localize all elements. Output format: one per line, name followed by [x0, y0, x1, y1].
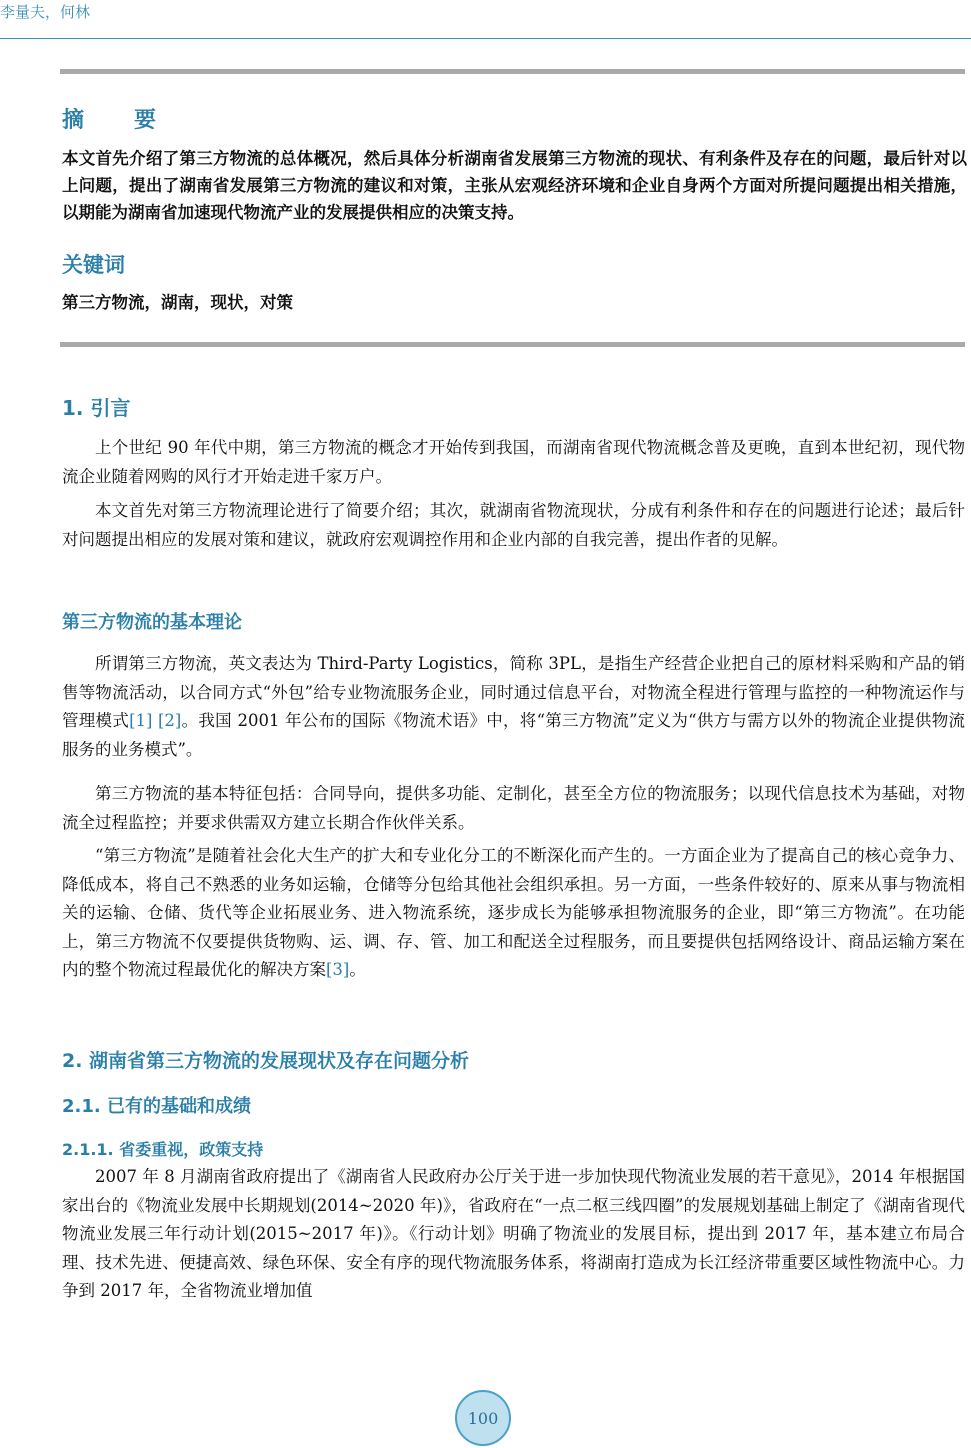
theory-paragraph-3-text-b: 。: [349, 960, 366, 979]
keywords-heading: 关键词: [62, 253, 125, 277]
theory-paragraph-3: [62, 842, 965, 985]
abstract-bottom-rule: [60, 342, 965, 347]
theory-paragraph-1-text-b: 。我国 2001 年公布的国际《物流术语》中，将“第三方物流”定义为“供方与需方以外的物流企业提供物流服务的业务模式”。: [62, 711, 965, 759]
abstract-body: 本文首先介绍了第三方物流的总体概况，然后具体分析湖南省发展第三方物流的现状、有利条件及存在的问题，最后针对以上问题，提出了湖南省发展第三方物流的建议和对策，主张从宏观经济环境和企业自身两个方面对所提问题提出相关措施，以期能为湖南省加速现代物流产业的发展提供相应的决策支持。: [62, 149, 967, 222]
abstract-heading: 摘 要: [62, 108, 171, 133]
section-2-heading: 2. 湖南省第三方物流的发展现状及存在问题分析: [62, 1050, 470, 1072]
running-header-authors: 李量夫，何林: [0, 3, 91, 21]
theory-paragraph-3-text-a: “第三方物流”是随着社会化大生产的扩大和专业化分工的不断深化而产生的。一方面企业为了提高自己的核心竞争力、降低成本，将自己不熟悉的业务如运输，仓储等分包给其他社会组织承担。另一方面，一些条件较好的、原来从事与物流相关的运输、仓储、货代等企业拓展业务、进入物流系统，逐步成长为能够承担物流服务的企业，即“第三方物流”。在功能上，第三方物流不仅要提供货物购、运、调、存、管、加工和配送全过程服务，而且要提供包括网络设计、商品运输方案在内的整个物流过程最优化的解决方案: [62, 846, 965, 979]
section-2-1-1-heading: 2.1.1. 省委重视，政策支持: [62, 1140, 264, 1159]
theory-paragraph-1-text-a: 所谓第三方物流，英文表达为 Third-Party Logistics，简称 3PL，是指生产经营企业把自己的原材料采购和产品的销售等物流活动，以合同方式“外包”给专业物流服务企业，同时通过信息平台，对物流全程进行管理与监控的一种物流运作与管理模式: [62, 654, 965, 730]
page-number: 100: [467, 1408, 499, 1428]
theory-paragraph-1: [62, 650, 965, 764]
page-number-badge: [455, 1390, 511, 1446]
section-1-paragraph-1: 上个世纪 90 年代中期，第三方物流的概念才开始传到我国，而湖南省现代物流概念普及更晚，直到本世纪初，现代物流企业随着网购的风行才开始走进千家万户。: [62, 438, 965, 486]
section-2-1-1-paragraph: 2007 年 8 月湖南省政府提出了《湖南省人民政府办公厅关于进一步加快现代物流业发展的若干意见》，2014 年根据国家出台的《物流业发展中长期规划(2014~2020 年)》，省政府在“一点二枢三线四圈”的发展规划基础上制定了《湖南省现代物流业发展三年行动计划(2015~2017 年)》。《行动计划》明确了物流业的发展目标，提出到 2017 年，基本建立布局合理、技术先进、便捷高效、绿色环保、安全有序的现代物流服务体系，将湖南打造成为长江经济带重要区域性物流中心。力争到 2017 年，全省物流业增加值: [62, 1167, 965, 1300]
citation-link-3[interactable]: [3]: [326, 960, 350, 979]
keywords-body: 第三方物流，湖南，现状，对策: [62, 293, 293, 312]
abstract-top-rule: [60, 69, 965, 74]
section-2-1-heading: 2.1. 已有的基础和成绩: [62, 1096, 251, 1117]
theory-paragraph-2: 第三方物流的基本特征包括：合同导向，提供多功能、定制化，甚至全方位的物流服务；以现代信息技术为基础，对物流全过程监控；并要求供需双方建立长期合作伙伴关系。: [62, 784, 965, 832]
section-1-paragraph-2: 本文首先对第三方物流理论进行了简要介绍；其次，就湖南省物流现状，分成有利条件和存在的问题进行论述；最后针对问题提出相应的发展对策和建议，就政府宏观调控作用和企业内部的自我完善，提出作者的见解。: [62, 501, 965, 549]
section-1-heading: 1. 引言: [62, 396, 131, 420]
theory-heading: 第三方物流的基本理论: [62, 612, 242, 633]
header-rule: [0, 38, 971, 39]
citation-link-1-2[interactable]: [1] [2]: [129, 711, 182, 730]
